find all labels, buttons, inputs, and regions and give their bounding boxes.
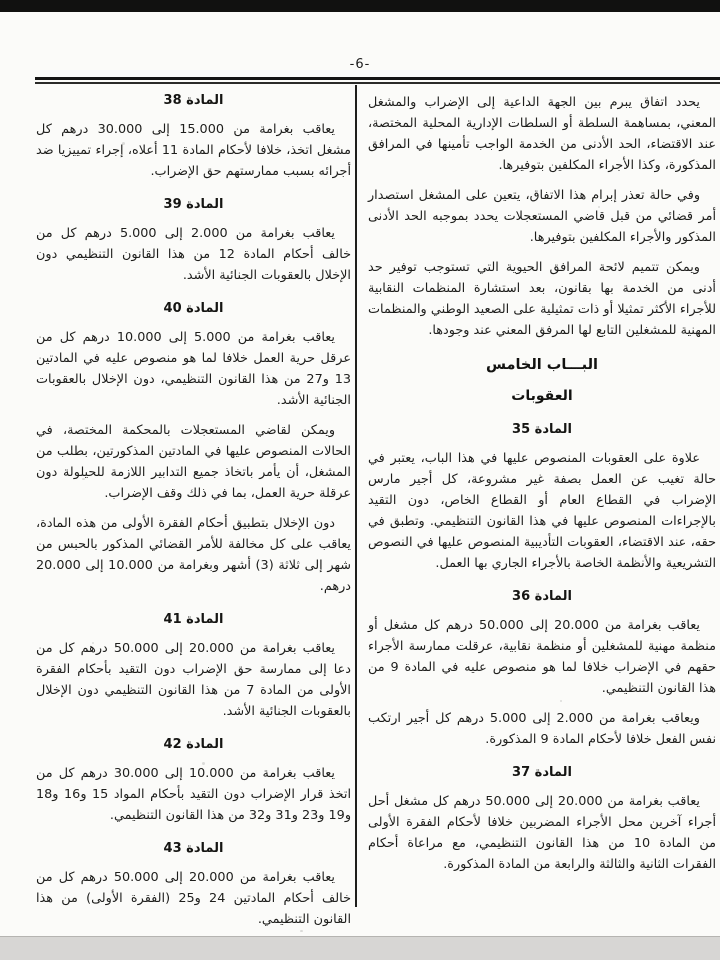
article-paragraph: يعاقب بغرامة من 15.000 إلى 30.000 درهم كل مشغل اتخذ، خلافا لأحكام المادة 11 أعلاه، إجراء تمييزيا ضد أجرائه بسبب ممارستهم حق الإضراب. bbox=[36, 122, 351, 179]
body-paragraph: وفي حالة تعذر إبرام هذا الاتفاق، يتعين على المشغل استصدار أمر قضائي من قبل قاضي المستعجلات يحدد بموجبه الحد الأدنى المذكور والأجراء المكلفين بتوفيرها. bbox=[368, 188, 716, 245]
article-title: المادة 43 bbox=[163, 841, 224, 856]
article-title: المادة 39 bbox=[163, 197, 224, 212]
body-paragraph: يحدد اتفاق يبرم بين الجهة الداعية إلى الإضراب والمشغل المعني، بمساهمة السلطة أو السلطات الإدارية المحلية المختصة، عند الاقتضاء، الحد الأدنى من الخدمة الواجب تأمينها في المرافق المذكورة، وكذا الأجراء المكلفين بتوفيرها. bbox=[368, 95, 716, 173]
article-paragraph: يعاقب بغرامة من 10.000 إلى 30.000 درهم كل من اتخذ قرار الإضراب دون التقيد بأحكام المواد 15 و16 و18 و19 و23 و31 و32 من هذا القانون التنظيمي. bbox=[36, 766, 352, 823]
article-paragraph: يعاقب بغرامة من 5.000 إلى 10.000 درهم كل من عرقل حرية العمل خلافا لما هو منصوص عليه في المادتين 13 و27 من هذا القانون التنظيمي، دون الإخلال بالعقوبات الجنائية الأشد. bbox=[36, 330, 351, 408]
scan-speckle bbox=[300, 930, 303, 932]
article-39 bbox=[36, 194, 351, 286]
section-heading: العقوبات bbox=[511, 388, 573, 404]
article-paragraph: يعاقب بغرامة من 2.000 إلى 5.000 درهم كل من خالف أحكام المادة 12 من هذا القانون التنظيمي دون الإخلال بالعقوبات الجنائية الأشد. bbox=[36, 226, 351, 283]
scan-speckle bbox=[640, 122, 642, 124]
left-column bbox=[36, 88, 351, 930]
article-37 bbox=[368, 762, 716, 875]
scan-speckle bbox=[202, 762, 205, 765]
article-40 bbox=[36, 298, 351, 597]
article-paragraph: يعاقب بغرامة من 20.000 إلى 50.000 درهم كل مشغل أحل أجراء آخرين محل الأجراء المضربين خلافا لأحكام الفقرة الأولى من المادة 10 من هذا القانون التنظيمي، مع مراعاة أحكام الفقرات الثانية والثالثة والرابعة من المادة المذكورة. bbox=[368, 794, 716, 872]
scan-speckle bbox=[560, 700, 562, 702]
scan-speckle bbox=[662, 522, 664, 525]
article-title: المادة 40 bbox=[163, 301, 224, 316]
scan-bottom-edge bbox=[0, 936, 720, 960]
article-paragraph: ويمكن لقاضي المستعجلات بالمحكمة المختصة، في الحالات المنصوص عليها في المادتين المذكورتين، بطلب من المشغل، أن يأمر باتخاذ جميع التدابير اللازمة للحيلولة دون عرقلة حرية العمل، بما في ذلك وقف الإضراب. bbox=[36, 423, 351, 501]
article-paragraph: يعاقب بغرامة من 20.000 إلى 50.000 درهم كل مشغل أو منظمة مهنية للمشغلين أو منظمة نقابية، عرقلت ممارسة الأجراء حقهم في الإضراب خلافا لما هو منصوص عليه في المادة 9 من هذا القانون التنظيمي. bbox=[368, 618, 716, 696]
article-38 bbox=[36, 90, 351, 182]
article-41 bbox=[36, 609, 351, 722]
article-paragraph: دون الإخلال بتطبيق أحكام الفقرة الأولى من هذه المادة، يعاقب على كل مخالفة للأمر القضائي المذكور بالحبس من شهر إلى ثلاثة (3) أشهر وبغرامة من 10.000 إلى 20.000 درهم. bbox=[36, 516, 352, 594]
article-paragraph: علاوة على العقوبات المنصوص عليها في هذا الباب، يعتبر في حالة تغيب عن العمل بصفة غير مشروعة، كل أجير مارس الإضراب في القطاع العام أو القطاع الخاص، دون التقيد بالإجراءات المنصوص عليها في هذا القانون التنظيمي. وتطبق في حقه، عند الاقتضاء، العقوبات التأديبية المنصوص عليها في النصوص التشريعية والأنظمة الخاصة بالأجراء الجاري بها العمل. bbox=[368, 451, 716, 571]
scan-speckle bbox=[82, 478, 85, 480]
article-43 bbox=[36, 838, 351, 930]
chapter-heading: البـــاب الخامس bbox=[485, 357, 599, 373]
article-title: المادة 35 bbox=[512, 422, 572, 437]
right-column bbox=[368, 88, 716, 875]
article-title: المادة 36 bbox=[512, 589, 572, 604]
article-paragraph: يعاقب بغرامة من 20.000 إلى 50.000 درهم كل من خالف أحكام المادتين 24 و25 (الفقرة الأولى) من هذا القانون التنظيمي. bbox=[36, 870, 351, 927]
article-35 bbox=[368, 419, 716, 574]
column-divider bbox=[355, 85, 357, 907]
article-36 bbox=[368, 586, 716, 750]
article-title: المادة 42 bbox=[163, 737, 224, 752]
scan-speckle bbox=[122, 142, 125, 145]
scan-speckle bbox=[598, 206, 600, 208]
article-42 bbox=[36, 734, 351, 826]
header-double-rule bbox=[35, 77, 720, 85]
scan-speckle bbox=[92, 642, 94, 644]
article-title: المادة 41 bbox=[163, 612, 224, 627]
body-paragraph: ويمكن تتميم لائحة المرافق الحيوية التي تستوجب توفير حد أدنى من الخدمة بها بقانون، بعد استشارة المنظمات النقابية للأجراء الأكثر تمثيلا أو ذات تمثيلية على الصعيد الوطني والمنظمات المهنية للمشغلين التابع لها المرفق المعني عند وجودها. bbox=[368, 260, 716, 338]
scan-top-edge bbox=[0, 0, 720, 12]
article-title: المادة 38 bbox=[163, 93, 224, 108]
page-number: -6- bbox=[349, 57, 371, 72]
article-paragraph: ويعاقب بغرامة من 2.000 إلى 5.000 درهم كل أجير ارتكب نفس الفعل خلافا لأحكام المادة 9 المذكورة. bbox=[368, 711, 716, 747]
article-title: المادة 37 bbox=[512, 765, 572, 780]
article-paragraph: يعاقب بغرامة من 20.000 إلى 50.000 درهم كل من دعا إلى ممارسة حق الإضراب دون التقيد بأحكام الفقرة الأولى من المادة 7 من هذا القانون التنظيمي دون الإخلال بالعقوبات الجنائية الأشد. bbox=[36, 641, 351, 719]
